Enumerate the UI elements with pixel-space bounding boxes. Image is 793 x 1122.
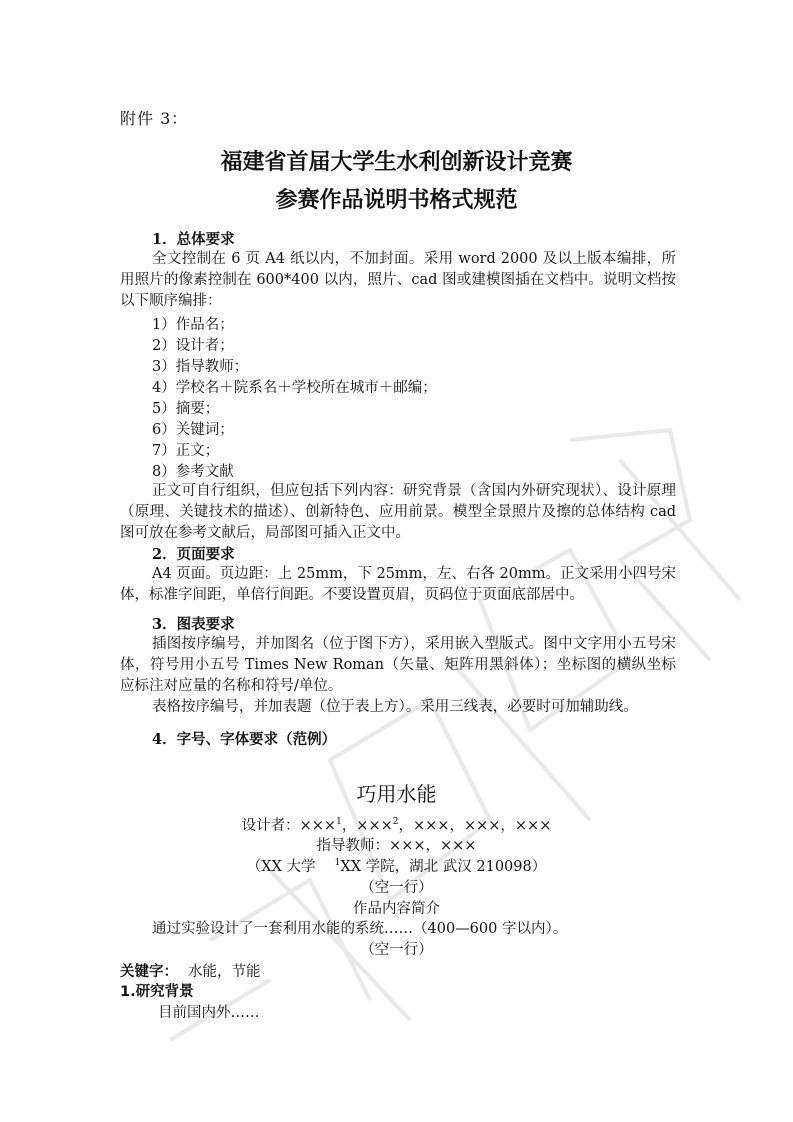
list-item: 8）参考文献 — [152, 464, 234, 480]
list-item: 2）设计者； — [152, 338, 234, 354]
example-bg-text: 目前国内外…… — [158, 1005, 260, 1021]
section4-heading: 4．字号、字体要求（范例） — [152, 731, 337, 748]
list-item: 5）摘要； — [152, 401, 220, 417]
section2-text: A4 页面。页边距：上 25mm，下 25mm，左、右各 20mm。正文采用小四号宋体，标准字间距，单倍行间距。不要设置页眉，页码位于页面底部居中。 — [120, 566, 676, 603]
example-abstract-heading: 作品内容简介 — [353, 901, 440, 917]
list-item: 3）指导教师； — [152, 359, 249, 375]
example-blank-line: （空一行） — [360, 880, 433, 896]
example-abstract-text: 通过实验设计了一套利用水能的系统……（400—600 字以内）。 — [152, 921, 568, 937]
page-title-line2: 参赛作品说明书格式规范 — [275, 188, 518, 213]
attachment-label: 附件 3： — [120, 109, 189, 128]
section3-text1: 插图按序编号，并加图名（位于图下方），采用嵌入型版式。图中文字用小五号宋体，符号用小五号 Times New Roman（矢量、矩阵用黑斜体）；坐标图的横纵坐标应标注对应量的名称和符号/单位。 — [120, 636, 676, 694]
section1-intro: 全文控制在 6 页 A4 纸以内，不加封面。采用 word 2000 及以上版本编排，所用照片的像素控制在 600*400 以内，照片、cad 图或建模图插在文档中。说明文档按以下顺序编排： — [120, 251, 676, 309]
section1-outro: 正文可自行组织，但应包括下列内容：研究背景（含国内外研究现状）、设计原理（原理、关键技术的描述）、创新特色、应用前景。模型全景照片及擦的总体结构 cad 图可放在参考文献后，局部图可插入正文中。 — [120, 483, 676, 541]
example-bg-heading: 1.研究背景 — [120, 984, 194, 1000]
example-keywords: 关键字： 水能，节能 — [120, 964, 261, 980]
example-advisors: 指导教师：×××，××× — [316, 838, 477, 854]
page-title-line1: 福建省首届大学生水利创新设计竞赛 — [220, 150, 573, 175]
example-title: 巧用水能 — [356, 782, 437, 806]
section1-heading: 1．总体要求 — [152, 231, 235, 248]
section3-heading: 3．图表要求 — [152, 616, 235, 633]
list-item: 6）关键词； — [152, 422, 234, 438]
example-blank-line: （空一行） — [360, 942, 433, 958]
section2-heading: 2．页面要求 — [152, 546, 235, 563]
list-item: 1）作品名； — [152, 317, 234, 333]
example-affiliation: （XX 大学 $^1$XX 学院，湖北 武汉 210098） — [246, 858, 547, 875]
section3-text2: 表格按序编号，并加表题（位于表上方）。采用三线表，必要时可加辅助线。 — [152, 699, 638, 715]
list-item: 4）学校名＋院系名＋学校所在城市＋邮编； — [152, 380, 437, 396]
example-designers: 设计者：×××$^1$，×××$^2$，×××，×××，××× — [241, 817, 552, 834]
list-item: 7）正文； — [152, 443, 220, 459]
